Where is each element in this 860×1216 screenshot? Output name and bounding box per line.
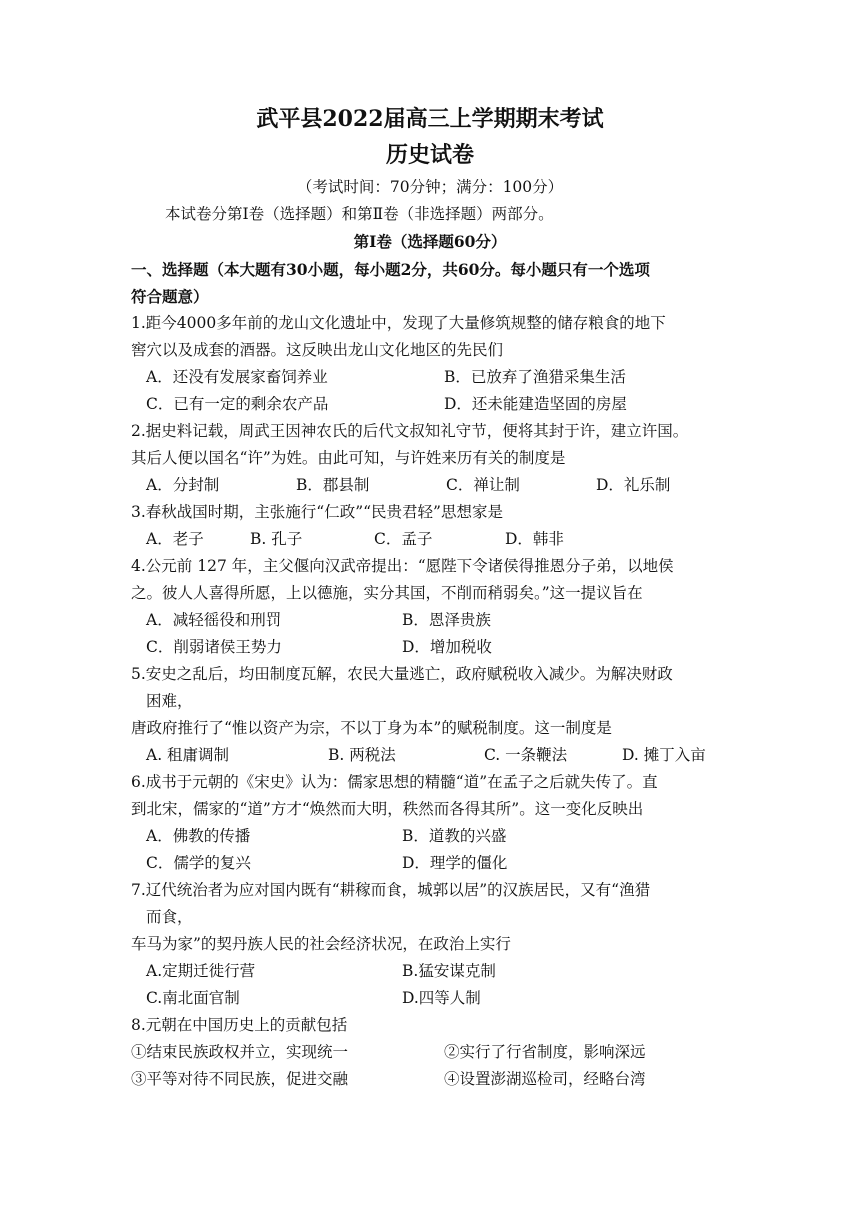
question-1-option-a: A．还没有发展家畜饲养业 [146,368,328,386]
question-8-item-1: ①结束民族政权并立，实现统一 [131,1043,349,1061]
question-2-option-b: B．郡县制 [296,476,370,494]
question-6-option-d: D．理学的僵化 [402,854,508,872]
question-7-line3: 车马为家”的契丹族人民的社会经济状况，在政治上实行 [131,935,511,953]
question-8-item-3: ③平等对待不同民族，促进交融 [131,1070,349,1088]
part1-title: 第Ⅰ卷（选择题60分） [353,232,507,251]
question-3-option-d: D．韩非 [505,530,564,548]
question-3-option-c: C．孟子 [374,530,433,548]
question-5-line1: 5.安史之乱后，均田制度瓦解，农民大量逃亡，政府赋税收入减少。为解决财政 [131,665,673,683]
question-4-line1: 4.公元前 127 年，主父偃向汉武帝提出：“愿陛下令诸侯得推恩分子弟，以地侯 [131,557,674,575]
question-8-line1: 8.元朝在中国历史上的贡献包括 [131,1016,348,1034]
question-5-line3: 唐政府推行了“惟以资产为宗，不以丁身为本”的赋税制度。这一制度是 [131,719,612,737]
section-heading-line1: 一、选择题（本大题有30小题，每小题2分，共60分。每小题只有一个选项 [131,260,650,279]
exam-intro: 本试卷分第Ⅰ卷（选择题）和第Ⅱ卷（非选择题）两部分。 [165,205,554,223]
question-2-line2: 其后人便以国名“许”为姓。由此可知，与许姓来历有关的制度是 [131,449,566,467]
question-3-line1: 3.春秋战国时期，主张施行“仁政”“民贵君轻”思想家是 [131,503,503,521]
question-7-line1: 7.辽代统治者为应对国内既有“耕稼而食，城郭以居”的汉族居民，又有“渔猎 [131,881,651,899]
question-2-option-d: D．礼乐制 [596,476,671,494]
question-2-option-c: C．禅让制 [446,476,520,494]
question-4-line2: 之。彼人人喜得所愿，上以德施，实分其国，不削而稍弱矣。”这一提议旨在 [131,584,643,602]
question-6-line1: 6.成书于元朝的《宋史》认为：儒家思想的精髓“道”在孟子之后就失传了。直 [131,773,658,791]
question-7-line2: 而食， [146,908,193,926]
question-3-option-b: B. 孔子 [250,530,303,548]
exam-subtitle: 历史试卷 [385,142,474,168]
question-5-line2: 困难， [146,692,193,710]
question-4-option-c: C．削弱诸侯王势力 [146,638,282,656]
question-6-line2: 到北宋，儒家的“道”方才“焕然而大明，秩然而各得其所”。这一变化反映出 [131,800,644,818]
question-2-option-a: A．分封制 [146,476,220,494]
question-7-option-b: B.猛安谋克制 [402,962,496,980]
question-1-option-b: B．已放弃了渔猎采集生活 [444,368,626,386]
question-4-option-b: B．恩泽贵族 [402,611,491,629]
exam-title: 武平县2022届高三上学期期末考试 [256,106,604,132]
question-5-option-d: D. 摊丁入亩 [622,746,706,764]
question-3-option-a: A．老子 [146,530,204,548]
question-1-line2: 窖穴以及成套的酒器。这反映出龙山文化地区的先民们 [131,341,504,359]
question-4-option-a: A．减轻徭役和刑罚 [146,611,282,629]
question-5-option-c: C. 一条鞭法 [484,746,568,764]
question-4-option-d: D．增加税收 [402,638,492,656]
question-5-option-a: A. 租庸调制 [146,746,230,764]
question-1-option-d: D．还未能建造坚固的房屋 [444,395,627,413]
question-7-option-d: D.四等人制 [402,989,481,1007]
question-2-line1: 2.据史料记载，周武王因神农氏的后代文叔知礼守节，便将其封于许，建立许国。 [131,422,689,440]
question-5-option-b: B. 两税法 [328,746,396,764]
question-1-option-c: C．已有一定的剩余农产品 [146,395,329,413]
question-7-option-a: A.定期迁徙行营 [146,962,256,980]
question-8-item-4: ④设置澎湖巡检司，经略台湾 [444,1070,646,1088]
question-6-option-c: C．儒学的复兴 [146,854,251,872]
question-6-option-b: B．道教的兴盛 [402,827,507,845]
section-heading-line2: 符合题意） [131,287,209,306]
question-1-line1: 1.距今4000多年前的龙山文化遗址中，发现了大量修筑规整的储存粮食的地下 [131,314,666,332]
question-6-option-a: A．佛教的传播 [146,827,251,845]
question-8-item-2: ②实行了行省制度，影响深远 [444,1043,646,1061]
question-7-option-c: C.南北面官制 [146,989,240,1007]
exam-info: （考试时间：70分钟；满分：100分） [296,178,564,196]
